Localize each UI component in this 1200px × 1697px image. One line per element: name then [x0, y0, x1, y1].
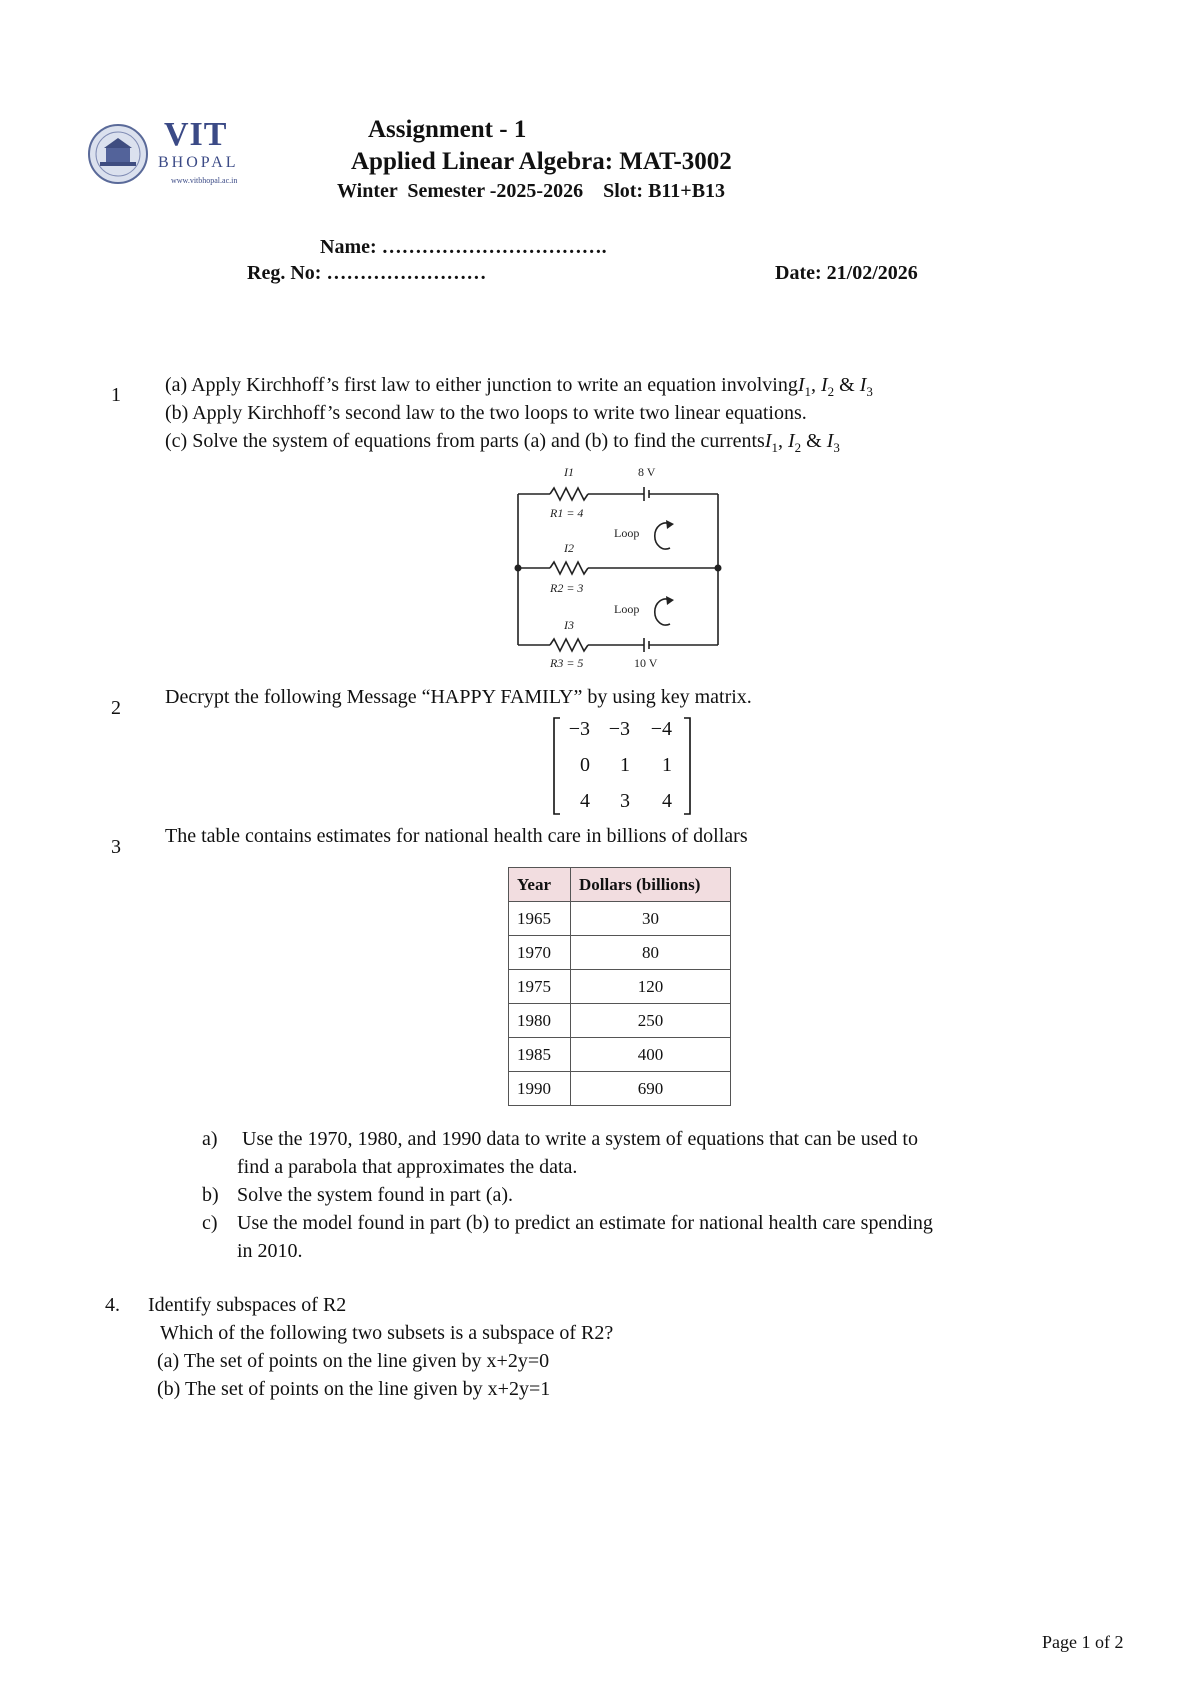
table-header-year: Year: [509, 868, 571, 902]
matrix-cell: 1: [662, 754, 672, 776]
circuit-r3-label: R3 = 5: [550, 656, 584, 670]
q1-number: 1: [111, 384, 121, 406]
q1-part-a-text: (a) Apply Kirchhoff’s first law to either junction to write an equation involving: [165, 374, 798, 396]
vit-logo: [86, 116, 256, 186]
table-cell-dollars: 120: [571, 970, 731, 1004]
q3-part-c-label: c): [202, 1212, 218, 1234]
logo-url: www.vitbhopal.ac.in: [171, 176, 238, 185]
course-title: Applied Linear Algebra: MAT-3002: [351, 148, 732, 175]
q3-part-c-line2: in 2010.: [237, 1240, 303, 1262]
q4-number: 4.: [105, 1294, 120, 1316]
q3-part-b-text: Solve the system found in part (a).: [237, 1184, 514, 1206]
q1-part-c: [165, 430, 840, 456]
circuit-v1-label: 8 V: [638, 465, 656, 479]
q1-part-a: [165, 374, 873, 400]
date-field: Date: 21/02/2026: [775, 262, 918, 284]
q4-question: Which of the following two subsets is a subspace of R2?: [160, 1322, 614, 1344]
circuit-loop2-label: Loop: [614, 602, 640, 616]
semester-line: Winter Semester -2025-2026 Slot: B11+B13: [337, 180, 726, 202]
table-row: [509, 1072, 731, 1106]
matrix-cell: −4: [650, 718, 672, 740]
logo-sub: BHOPAL: [158, 154, 239, 171]
table-cell-dollars: 690: [571, 1072, 731, 1106]
q2-number: 2: [111, 697, 121, 719]
table-header-dollars: Dollars (billions): [571, 868, 731, 902]
matrix-cell: −3: [608, 718, 630, 740]
q4-option-a: (a) The set of points on the line given by x+2y=0: [157, 1350, 550, 1372]
reg-no-field: Reg. No: ……………………: [247, 262, 487, 284]
table-row: [509, 1038, 731, 1072]
q3-part-a-line1: Use the 1970, 1980, and 1990 data to write a system of equations that can be used to: [237, 1128, 918, 1150]
circuit-diagram: [510, 462, 730, 672]
page-number: Page 1 of 2: [1042, 1632, 1124, 1652]
matrix-cell: 4: [662, 790, 672, 812]
circuit-i2-label: I2: [564, 541, 574, 555]
q4-title: Identify subspaces of R2: [148, 1294, 347, 1316]
table-cell-dollars: 250: [571, 1004, 731, 1038]
circuit-r2-label: R2 = 3: [550, 581, 584, 595]
q4-option-b: (b) The set of points on the line given by x+2y=1: [157, 1378, 551, 1400]
table-row: [509, 902, 731, 936]
q3-part-a-line2: find a parabola that approximates the data.: [237, 1156, 578, 1178]
assignment-title: Assignment - 1: [368, 116, 527, 143]
q1-part-b: (b) Apply Kirchhoff’s second law to the two loops to write two linear equations.: [165, 402, 807, 424]
name-field: Name: …………………………….: [320, 236, 607, 258]
table-row: [509, 1004, 731, 1038]
circuit-loop1-label: Loop: [614, 526, 640, 540]
table-cell-year: 1980: [509, 1004, 571, 1038]
table-cell-year: 1965: [509, 902, 571, 936]
table-cell-dollars: 80: [571, 936, 731, 970]
circuit-i3-label: I3: [564, 618, 574, 632]
q3-part-c-line1: Use the model found in part (b) to predict an estimate for national health care spending: [237, 1212, 933, 1234]
table-row: [509, 936, 731, 970]
matrix-cell: 3: [620, 790, 630, 812]
q2-text: Decrypt the following Message “HAPPY FAMILY” by using key matrix.: [165, 686, 752, 708]
table-cell-year: 1975: [509, 970, 571, 1004]
q3-part-b-label: b): [202, 1184, 219, 1206]
logo-text: VIT: [164, 116, 228, 153]
table-cell-year: 1970: [509, 936, 571, 970]
circuit-i1-label: I1: [564, 465, 574, 479]
table-row: [509, 970, 731, 1004]
q3-number: 3: [111, 836, 121, 858]
circuit-v2-label: 10 V: [634, 656, 658, 670]
health-care-table: [508, 867, 731, 1106]
key-matrix: [550, 714, 694, 818]
q1-part-a-vars: $I_1$, $I_2$ & $I_3$: [797, 374, 873, 399]
matrix-cell: 4: [580, 790, 590, 812]
table-cell-year: 1990: [509, 1072, 571, 1106]
matrix-cell: −3: [568, 718, 590, 740]
table-cell-year: 1985: [509, 1038, 571, 1072]
matrix-cell: 0: [580, 754, 590, 776]
q1-part-c-vars: $I_1$, $I_2$ & $I_3$: [764, 430, 840, 455]
q1-part-c-text: (c) Solve the system of equations from parts (a) and (b) to find the currents: [165, 430, 765, 452]
table-header-row: [509, 868, 731, 902]
table-cell-dollars: 400: [571, 1038, 731, 1072]
q3-part-a-label: a): [202, 1128, 218, 1150]
q3-text: The table contains estimates for national health care in billions of dollars: [165, 825, 748, 847]
table-cell-dollars: 30: [571, 902, 731, 936]
matrix-cell: 1: [620, 754, 630, 776]
circuit-r1-label: R1 = 4: [550, 506, 584, 520]
